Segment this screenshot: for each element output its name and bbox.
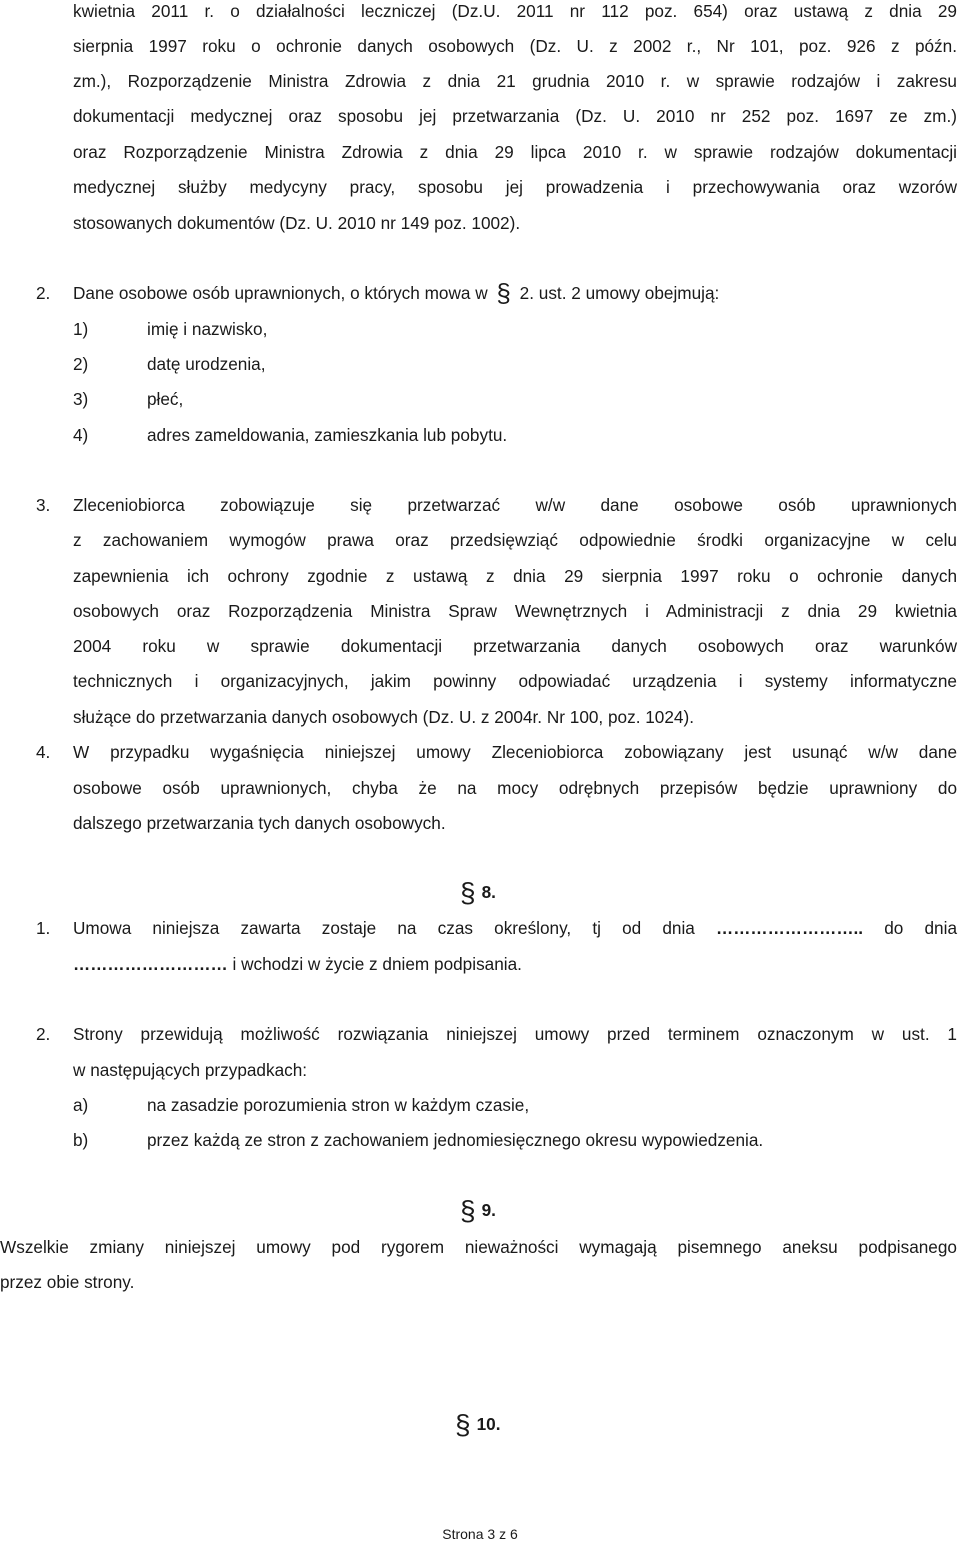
point-number: 2. [36, 283, 51, 303]
point-2-text: Dane osobowe osób uprawnionych, o których mowa w [73, 283, 488, 303]
paragraph-line: w następujących przypadkach: [73, 1060, 308, 1080]
point-2-intro [73, 278, 720, 308]
paragraph-line: Zleceniobiorca zobowiązuje się przetwarzać w/w dane osobowe osób uprawnionych [73, 495, 957, 515]
paragraph-line: Wszelkie zmiany niniejszej umowy pod rygorem nieważności wymagają pisemnego aneksu podpisanego [0, 1237, 957, 1257]
section-reference: 2. ust. 2 umowy obejmują: [519, 283, 720, 303]
paragraph-line: dalszego przetwarzania tych danych osobowych. [73, 813, 446, 833]
paragraph-line: sierpnia 1997 roku o ochronie danych osobowych (Dz. U. z 2002 r., Nr 101, poz. 926 z późn. [73, 36, 957, 56]
paragraph-line: zapewnienia ich ochrony zgodnie z ustawą z dnia 29 sierpnia 1997 roku o ochronie danych [73, 566, 957, 586]
list-item: na zasadzie porozumienia stron w każdym czasie, [147, 1095, 530, 1115]
list-item-number: b) [73, 1130, 89, 1150]
paragraph-line: oraz Rozporządzenie Ministra Zdrowia z dnia 29 lipca 2010 r. w sprawie rodzajów dokumentacji [73, 142, 957, 162]
list-item-number: 1) [73, 319, 89, 339]
section-number: 10. [476, 1414, 501, 1434]
paragraph-line: Strony przewidują możliwość rozwiązania niniejszej umowy przed terminem oznaczonym w ust. 1 [73, 1024, 957, 1044]
section-number: 8. [481, 882, 496, 902]
section-sign-icon: § [460, 877, 476, 908]
paragraph-line: osobowe osób uprawnionych, chyba że na mocy odrębnych przepisów będzie uprawniony do [73, 778, 957, 798]
paragraph-line: zm.), Rozporządzenie Ministra Zdrowia z dnia 21 grudnia 2010 r. w sprawie rodzajów i zakresu [73, 71, 957, 91]
paragraph-text: do dnia [884, 918, 957, 938]
section-heading [460, 877, 496, 908]
point-number: 4. [36, 742, 51, 762]
paragraph-line: służące do przetwarzania danych osobowych (Dz. U. z 2004r. Nr 100, poz. 1024). [73, 707, 694, 727]
paragraph-line: technicznych i organizacyjnych, jakim powinny odpowiadać urządzenia i systemy informatyczne [73, 671, 957, 691]
paragraph-line: stosowanych dokumentów (Dz. U. 2010 nr 149 poz. 1002). [73, 213, 521, 233]
section-sign-icon: § [455, 1409, 471, 1440]
section-number: 9. [481, 1200, 496, 1220]
paragraph-line: osobowych oraz Rozporządzenia Ministra Spraw Wewnętrznych i Administracji z dnia 29 kwietnia [73, 601, 957, 621]
blank-field: …………………….. [716, 918, 864, 938]
paragraph-line [73, 953, 522, 975]
paragraph-line: kwietnia 2011 r. o działalności leczniczej (Dz.U. 2011 nr 112 poz. 654) oraz ustawą z dnia 29 [73, 1, 957, 21]
list-item: przez każdą ze stron z zachowaniem jednomiesięcznego okresu wypowiedzenia. [147, 1130, 764, 1150]
list-item-number: 2) [73, 354, 89, 374]
paragraph-line: medycznej służby medycyny pracy, sposobu jej prowadzenia i przechowywania oraz wzorów [73, 177, 957, 197]
paragraph-line: przez obie strony. [0, 1272, 135, 1292]
paragraph-text: i wchodzi w życie z dniem podpisania. [232, 954, 522, 974]
section-heading [460, 1195, 496, 1226]
paragraph-line: z zachowaniem wymogów prawa oraz przedsięwziąć odpowiednie środki organizacyjne w celu [73, 530, 957, 550]
blank-field: ……………………… [73, 954, 228, 974]
paragraph-line: dokumentacji medycznej oraz sposobu jej przetwarzania (Dz. U. 2010 nr 252 poz. 1697 ze zm.) [73, 106, 957, 126]
list-item: imię i nazwisko, [147, 319, 268, 339]
point-number: 1. [36, 918, 51, 938]
section-sign-icon: § [496, 278, 511, 308]
paragraph-line: 2004 roku w sprawie dokumentacji przetwarzania danych osobowych oraz warunków [73, 636, 957, 656]
section-heading [455, 1409, 501, 1440]
point-number: 2. [36, 1024, 51, 1044]
list-item: płeć, [147, 389, 184, 409]
page-footer: Strona 3 z 6 [442, 1526, 518, 1542]
paragraph-line: W przypadku wygaśnięcia niniejszej umowy Zleceniobiorca zobowiązany jest usunąć w/w dane [73, 742, 957, 762]
list-item-number: a) [73, 1095, 89, 1115]
point-number: 3. [36, 495, 51, 515]
list-item: datę urodzenia, [147, 354, 266, 374]
list-item-number: 3) [73, 389, 89, 409]
list-item: adres zameldowania, zamieszkania lub pobytu. [147, 425, 508, 445]
section-sign-icon: § [460, 1195, 476, 1226]
paragraph-text: Umowa niniejsza zawarta zostaje na czas określony, tj od dnia [73, 918, 695, 938]
paragraph-line [73, 917, 957, 939]
list-item-number: 4) [73, 425, 89, 445]
